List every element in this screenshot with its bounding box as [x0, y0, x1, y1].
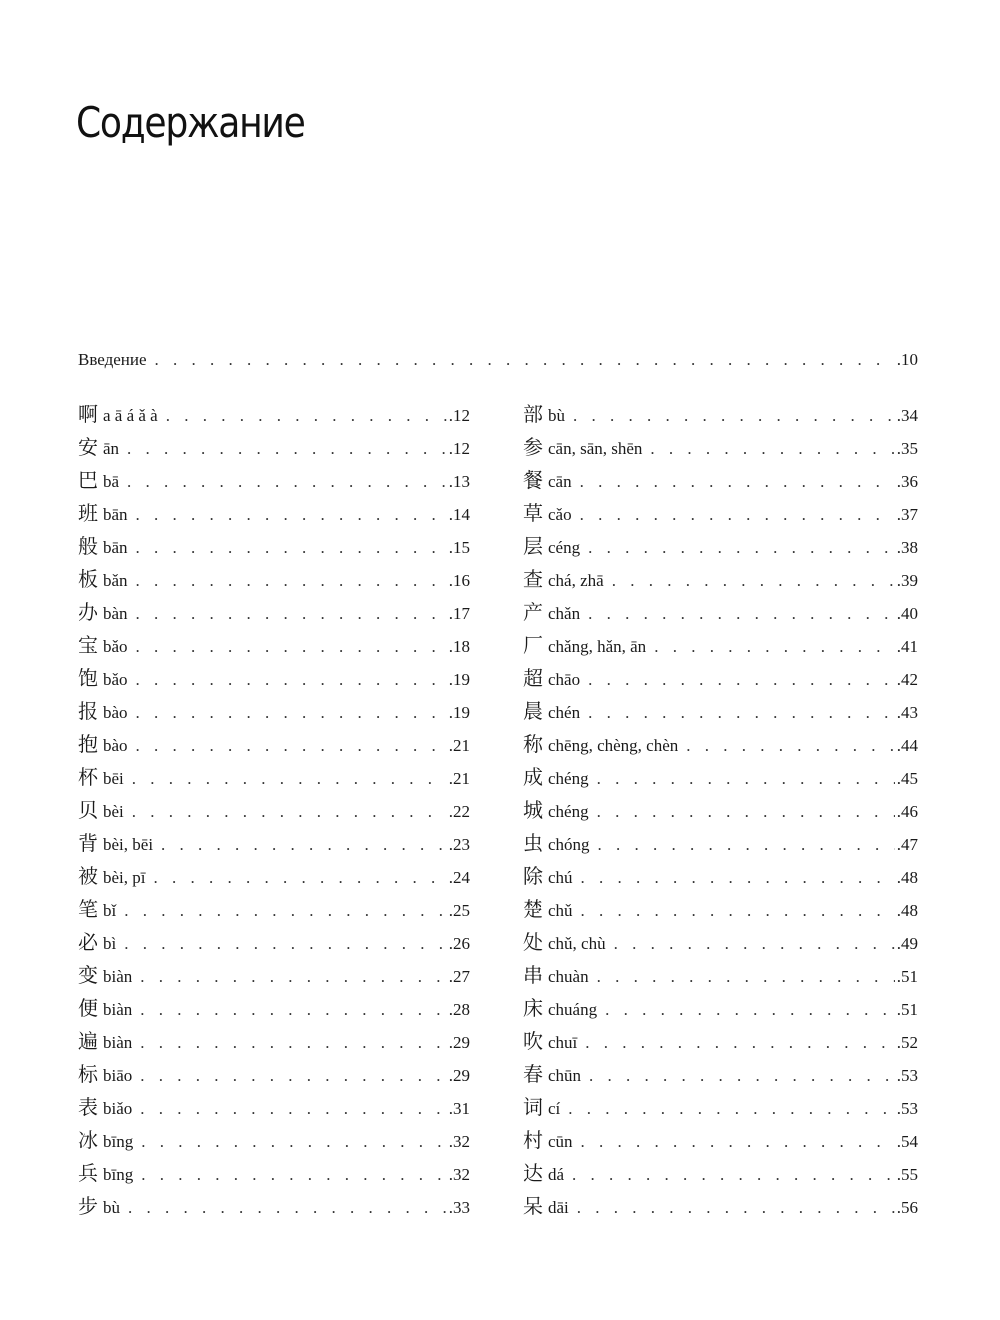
toc-entry-hanzi: 班	[78, 501, 98, 525]
toc-entry-pinyin: cān, sān, shēn	[548, 439, 643, 458]
toc-entry-pinyin: chóng	[548, 835, 590, 854]
dot-leader	[654, 630, 895, 663]
dot-leader	[140, 1026, 446, 1059]
toc-entry-pinyin: chǎng, hǎn, ān	[548, 637, 647, 656]
toc-page-number: .48	[896, 901, 918, 920]
toc-entry-hanzi: 表	[78, 1095, 98, 1119]
toc-entry-hanzi: 安	[78, 435, 98, 459]
toc-page-number: .48	[896, 868, 918, 887]
toc-entry-label: Введение	[78, 350, 147, 369]
toc-entry[interactable]	[78, 926, 470, 959]
toc-entry[interactable]	[78, 497, 470, 530]
toc-entry-pinyin: biàn	[103, 967, 133, 986]
toc-entry[interactable]	[523, 959, 918, 992]
toc-page-number: .26	[448, 934, 470, 953]
dot-leader	[136, 597, 447, 630]
toc-entry[interactable]	[523, 1025, 918, 1058]
toc-entry[interactable]	[523, 827, 918, 860]
toc-page-number: .46	[896, 802, 918, 821]
toc-entry[interactable]	[78, 794, 470, 827]
toc-entry-pinyin: dāi	[548, 1198, 569, 1217]
toc-entry[interactable]	[78, 431, 470, 464]
toc-page-number: .18	[448, 637, 470, 656]
toc-entry-hanzi: 楚	[523, 897, 543, 921]
toc-entry-pinyin: bān	[103, 538, 128, 557]
dot-leader	[573, 399, 895, 432]
toc-entry-hanzi: 晨	[523, 699, 543, 723]
toc-entry[interactable]	[523, 695, 918, 728]
toc-page-number: .13	[448, 472, 470, 491]
toc-entry[interactable]	[78, 1190, 470, 1223]
dot-leader	[588, 663, 895, 696]
toc-page-number: .27	[448, 967, 470, 986]
toc-page-number: .44	[896, 736, 918, 755]
toc-page-number: .38	[896, 538, 918, 557]
dot-leader	[140, 960, 446, 993]
toc-entry-pinyin: biàn	[103, 1033, 133, 1052]
dot-leader	[597, 960, 895, 993]
toc-entry-hanzi: 板	[78, 567, 98, 591]
toc-entry-hanzi: 被	[78, 864, 98, 888]
dot-leader	[572, 1158, 895, 1191]
dot-leader	[568, 1092, 894, 1125]
toc-entry-hanzi: 标	[78, 1062, 98, 1086]
dot-leader	[650, 432, 894, 465]
toc-entry[interactable]	[523, 662, 918, 695]
toc-entry[interactable]	[523, 926, 918, 959]
toc-page-number: .45	[896, 769, 918, 788]
dot-leader	[132, 795, 447, 828]
dot-leader	[588, 597, 895, 630]
toc-entry-pinyin: biāo	[103, 1066, 133, 1085]
toc-entry[interactable]	[523, 794, 918, 827]
toc-entry-pinyin: bù	[548, 406, 565, 425]
dot-leader	[598, 828, 895, 861]
toc-entry-pinyin: bàn	[103, 604, 128, 623]
toc-entry-pinyin: bīng	[103, 1132, 134, 1151]
dot-leader	[136, 531, 447, 564]
toc-entry[interactable]	[78, 530, 470, 563]
toc-page-number: .14	[448, 505, 470, 524]
toc-page-number: .31	[448, 1099, 470, 1118]
toc-entry-hanzi: 部	[523, 402, 543, 426]
toc-entry-hanzi: 处	[523, 930, 543, 954]
toc-entry-pinyin: chá, zhā	[548, 571, 604, 590]
toc-entry[interactable]	[523, 1124, 918, 1157]
toc-page-number: .22	[448, 802, 470, 821]
toc-page-number: .29	[448, 1033, 470, 1052]
dot-leader	[154, 861, 447, 894]
toc-entry-pinyin: chēng, chèng, chèn	[548, 736, 679, 755]
dot-leader	[588, 696, 895, 729]
toc-entry-pinyin: cí	[548, 1099, 561, 1118]
toc-page-number: .23	[448, 835, 470, 854]
dot-leader	[166, 399, 447, 432]
toc-entry[interactable]	[523, 497, 918, 530]
dot-leader	[127, 432, 447, 465]
dot-leader	[140, 1092, 446, 1125]
dot-leader	[136, 696, 447, 729]
toc-entry-pinyin: chéng	[548, 769, 589, 788]
toc-entry-pinyin: cān	[548, 472, 572, 491]
toc-entry[interactable]	[523, 629, 918, 662]
toc-entry-pinyin: bā	[103, 472, 120, 491]
toc-entry-pinyin: biàn	[103, 1000, 133, 1019]
toc-column-left	[78, 398, 470, 1223]
dot-leader	[589, 1059, 895, 1092]
toc-page-number: .10	[896, 350, 918, 369]
toc-entry-hanzi: 啊	[78, 402, 98, 426]
toc-entry[interactable]	[523, 728, 918, 761]
toc-page-number: .51	[896, 967, 918, 986]
toc-entry-hanzi: 背	[78, 831, 98, 855]
toc-entry[interactable]	[523, 860, 918, 893]
toc-entry-hanzi: 产	[523, 600, 543, 624]
toc-entry[interactable]	[78, 1091, 470, 1124]
toc-entry-pinyin: bēi	[103, 769, 124, 788]
toc-page-number: .21	[448, 769, 470, 788]
toc-entry-hanzi: 层	[523, 534, 543, 558]
toc-entry[interactable]	[523, 431, 918, 464]
dot-leader	[686, 729, 894, 762]
toc-entry-pinyin: bǎn	[103, 571, 128, 590]
toc-entry[interactable]	[78, 695, 470, 728]
toc-page-number: .28	[448, 1000, 470, 1019]
toc-entry-pinyin: ān	[103, 439, 120, 458]
toc-page-number: .19	[448, 670, 470, 689]
toc-page-number: .12	[448, 406, 470, 425]
toc-entry[interactable]	[78, 596, 470, 629]
dot-leader	[140, 1059, 446, 1092]
toc-entry-pinyin: a ā á ǎ à	[103, 406, 158, 425]
toc-entry[interactable]	[78, 464, 470, 497]
toc-page-number: .34	[896, 406, 918, 425]
toc-entry-hanzi: 冰	[78, 1128, 98, 1152]
toc-page-number: .39	[896, 571, 918, 590]
toc-entry-pinyin: bīng	[103, 1165, 134, 1184]
toc-entry[interactable]	[78, 992, 470, 1025]
toc-entry-pinyin: chāo	[548, 670, 581, 689]
toc-entry[interactable]	[78, 761, 470, 794]
toc-page-number: .32	[448, 1165, 470, 1184]
toc-entry-pinyin: bèi, pī	[103, 868, 146, 887]
toc-entry-hanzi: 超	[523, 666, 543, 690]
dot-leader	[136, 630, 447, 663]
toc-entry-hanzi: 餐	[523, 468, 543, 492]
toc-page-number: .15	[448, 538, 470, 557]
toc-entry[interactable]	[523, 1157, 918, 1190]
toc-page-number: .32	[448, 1132, 470, 1151]
toc-entry-pinyin: chuáng	[548, 1000, 598, 1019]
toc-entry-pinyin: bì	[103, 934, 117, 953]
toc-entry-hanzi: 春	[523, 1062, 543, 1086]
toc-entry-pinyin: bào	[103, 736, 128, 755]
toc-entry-hanzi: 笔	[78, 897, 98, 921]
toc-entry-pinyin: chuàn	[548, 967, 589, 986]
toc-entry[interactable]	[523, 596, 918, 629]
toc-entry-hanzi: 办	[78, 600, 98, 624]
dot-leader	[614, 927, 895, 960]
toc-entry[interactable]	[523, 893, 918, 926]
toc-page-number: .29	[448, 1066, 470, 1085]
toc-entry-pinyin: chūn	[548, 1066, 582, 1085]
toc-entry[interactable]	[78, 1025, 470, 1058]
toc-entry-pinyin: céng	[548, 538, 581, 557]
dot-leader	[581, 1125, 895, 1158]
dot-leader	[580, 498, 895, 531]
toc-entry-pinyin: bǎo	[103, 670, 128, 689]
dot-leader	[127, 465, 447, 498]
toc-column-right	[523, 398, 918, 1223]
toc-entry-hanzi: 参	[523, 435, 543, 459]
toc-entry[interactable]	[523, 398, 918, 431]
toc-page-number: .53	[896, 1099, 918, 1118]
toc-page-number: .36	[896, 472, 918, 491]
toc-page-number: .47	[896, 835, 918, 854]
dot-leader	[597, 795, 895, 828]
toc-entry[interactable]	[78, 827, 470, 860]
toc-entry[interactable]	[523, 761, 918, 794]
toc-entry-hanzi: 厂	[523, 633, 543, 657]
toc-entry-pinyin: bèi, bēi	[103, 835, 154, 854]
toc-entry-pinyin: chuī	[548, 1033, 578, 1052]
dot-leader	[612, 564, 895, 597]
toc-entry[interactable]	[78, 629, 470, 662]
dot-leader	[585, 1026, 894, 1059]
toc-entry-hanzi: 饱	[78, 666, 98, 690]
toc-entry-hanzi: 查	[523, 567, 543, 591]
dot-leader	[581, 894, 895, 927]
toc-page-number: .56	[896, 1198, 918, 1217]
dot-leader	[581, 861, 895, 894]
toc-entry[interactable]	[523, 1058, 918, 1091]
toc-entry-hanzi: 必	[78, 930, 98, 954]
toc-page-number: .43	[896, 703, 918, 722]
toc-entry-hanzi: 遍	[78, 1029, 98, 1053]
toc-entry-hanzi: 宝	[78, 633, 98, 657]
toc-entry-hanzi: 般	[78, 534, 98, 558]
toc-entry-pinyin: bǎo	[103, 637, 128, 656]
toc-entry[interactable]	[523, 563, 918, 596]
toc-entry[interactable]	[78, 1157, 470, 1190]
toc-entry-pinyin: cǎo	[548, 505, 572, 524]
dot-leader	[140, 993, 446, 1026]
toc-page-number: .52	[896, 1033, 918, 1052]
dot-leader	[136, 498, 447, 531]
toc-entry-pinyin: bào	[103, 703, 128, 722]
dot-leader	[141, 1125, 447, 1158]
toc-entry[interactable]	[523, 1091, 918, 1124]
dot-leader	[577, 1191, 895, 1224]
toc-entry-hanzi: 变	[78, 963, 98, 987]
dot-leader	[580, 465, 895, 498]
toc-entry-pinyin: bǐ	[103, 901, 117, 920]
toc-page-number: .37	[896, 505, 918, 524]
toc-page-number: .25	[448, 901, 470, 920]
toc-entry-pinyin: chú	[548, 868, 573, 887]
toc-entry-pinyin: biǎo	[103, 1099, 133, 1118]
toc-entry-pinyin: chén	[548, 703, 581, 722]
toc-page-number: .12	[448, 439, 470, 458]
toc-entry-hanzi: 步	[78, 1194, 98, 1218]
toc-entry-pinyin: chǎn	[548, 604, 581, 623]
toc-entry[interactable]	[78, 1058, 470, 1091]
toc-entry-hanzi: 词	[523, 1095, 543, 1119]
toc-page-number: .21	[448, 736, 470, 755]
toc-page-number: .41	[896, 637, 918, 656]
toc-entry-introduction[interactable]	[78, 343, 918, 376]
toc-entry-pinyin: bān	[103, 505, 128, 524]
toc-entry-pinyin: chǔ, chù	[548, 934, 606, 953]
dot-leader	[132, 762, 447, 795]
dot-leader	[136, 663, 447, 696]
toc-entry-pinyin: cūn	[548, 1132, 573, 1151]
toc-entry-hanzi: 虫	[523, 831, 543, 855]
toc-page-number: .51	[896, 1000, 918, 1019]
dot-leader	[128, 1191, 447, 1224]
toc-entry-hanzi: 串	[523, 963, 543, 987]
toc-entry[interactable]	[523, 530, 918, 563]
toc-entry-pinyin: chǔ	[548, 901, 573, 920]
page-title: Содержание	[76, 98, 305, 147]
toc-entry[interactable]	[78, 860, 470, 893]
toc-entry-pinyin: bù	[103, 1198, 120, 1217]
dot-leader	[136, 564, 447, 597]
toc-entry-hanzi: 称	[523, 732, 543, 756]
toc-entry[interactable]	[78, 959, 470, 992]
toc-page-number: .55	[896, 1165, 918, 1184]
toc-page-number: .33	[448, 1198, 470, 1217]
toc-page-number: .53	[896, 1066, 918, 1085]
toc-entry-pinyin: bèi	[103, 802, 124, 821]
toc-page-number: .42	[896, 670, 918, 689]
toc-entry-hanzi: 贝	[78, 798, 98, 822]
dot-leader	[597, 762, 895, 795]
toc-entry-hanzi: 成	[523, 765, 543, 789]
dot-leader	[141, 1158, 447, 1191]
toc-entry-hanzi: 吹	[523, 1029, 543, 1053]
toc-entry-hanzi: 除	[523, 864, 543, 888]
toc-entry[interactable]	[78, 662, 470, 695]
toc-entry[interactable]	[523, 1190, 918, 1223]
toc-entry[interactable]	[78, 563, 470, 596]
toc-entry-hanzi: 抱	[78, 732, 98, 756]
dot-leader	[588, 531, 895, 564]
toc-page-number: .19	[448, 703, 470, 722]
toc-entry-pinyin: chéng	[548, 802, 589, 821]
toc-entry-pinyin: dá	[548, 1165, 565, 1184]
toc-entry[interactable]	[78, 1124, 470, 1157]
toc-entry-hanzi: 城	[523, 798, 543, 822]
toc-entry-hanzi: 达	[523, 1161, 543, 1185]
toc-entry-hanzi: 报	[78, 699, 98, 723]
toc-entry-hanzi: 呆	[523, 1194, 543, 1218]
dot-leader	[124, 894, 447, 927]
dot-leader	[605, 993, 895, 1026]
toc-entry[interactable]	[78, 893, 470, 926]
toc-page-number: .40	[896, 604, 918, 623]
toc-page-number: .35	[896, 439, 918, 458]
toc-page-number: .49	[896, 934, 918, 953]
toc-entry-hanzi: 床	[523, 996, 543, 1020]
toc-entry-hanzi: 便	[78, 996, 98, 1020]
toc-entry-hanzi: 杯	[78, 765, 98, 789]
toc-entry[interactable]	[78, 398, 470, 431]
toc-entry[interactable]	[523, 992, 918, 1025]
dot-leader	[124, 927, 447, 960]
toc-entry-hanzi: 兵	[78, 1161, 98, 1185]
toc-entry-hanzi: 巴	[78, 468, 98, 492]
dot-leader	[155, 343, 895, 376]
dot-leader	[161, 828, 447, 861]
toc-entry[interactable]	[523, 464, 918, 497]
toc-page-number: .24	[448, 868, 470, 887]
toc-page-number: .54	[896, 1132, 918, 1151]
toc-entry-hanzi: 草	[523, 501, 543, 525]
toc-entry-hanzi: 村	[523, 1128, 543, 1152]
dot-leader	[136, 729, 447, 762]
toc-page-number: .17	[448, 604, 470, 623]
toc-entry[interactable]	[78, 728, 470, 761]
toc-page-number: .16	[448, 571, 470, 590]
